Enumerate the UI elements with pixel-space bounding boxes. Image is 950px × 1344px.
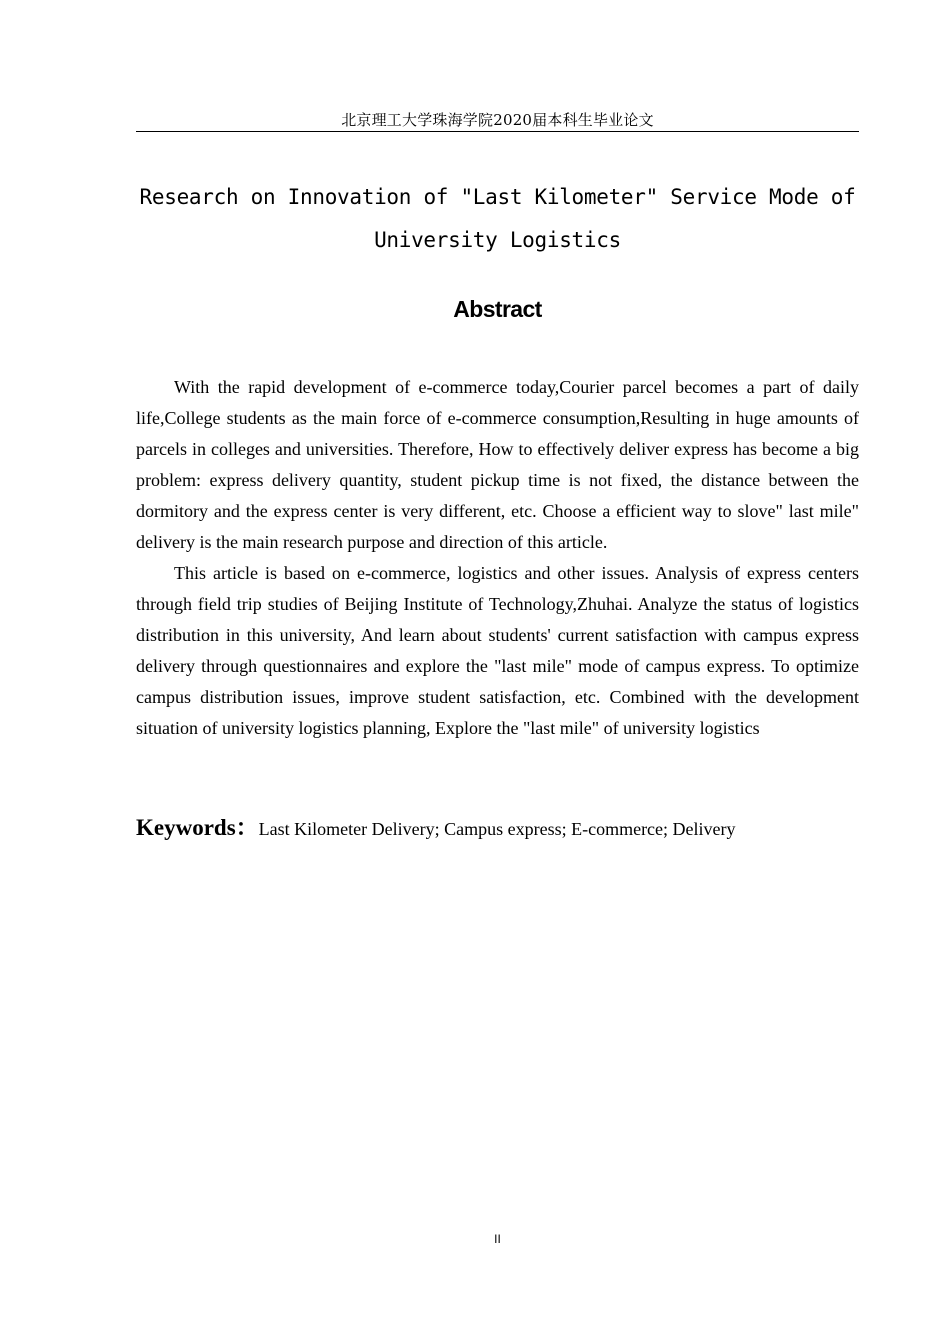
- abstract-heading: Abstract: [453, 296, 542, 322]
- keywords-line: [136, 813, 859, 844]
- keywords-label: Keywords：: [136, 815, 259, 840]
- header-divider: [136, 131, 859, 132]
- page-header: 北京理工大学珠海学院2020届本科生毕业论文: [341, 111, 654, 129]
- abstract-paragraph-1: With the rapid development of e-commerce today,Courier parcel becomes a part of daily life,College students as the main force of e-commerce consumption,Resulting in huge amounts of parcels in colleges and universities. Therefore, How to effectively deliver express has become a big problem: express delivery quantity, student pickup time is not fixed, the distance between the dormitory and the express center is very different, etc. Choose a efficient way to slove" last mile" delivery is the main research purpose and direction of this article.: [136, 377, 859, 552]
- thesis-title-line-2: University Logistics: [374, 228, 621, 252]
- page-number: II: [494, 1232, 501, 1246]
- thesis-title-line-1: Research on Innovation of "Last Kilometer" Service Mode of: [139, 185, 856, 209]
- thesis-title: [136, 176, 859, 262]
- abstract-body: [136, 372, 859, 744]
- abstract-paragraph-2: This article is based on e-commerce, logistics and other issues. Analysis of express centers through field trip studies of Beijing Institute of Technology,Zhuhai. Analyze the status of logistics distribution in this university, And learn about students' current satisfaction with campus express delivery through questionnaires and explore the "last mile" mode of campus express. To optimize campus distribution issues, improve student satisfaction, etc. Combined with the development situation of university logistics planning, Explore the "last mile" of university logistics: [136, 563, 859, 738]
- keywords-value: Last Kilometer Delivery; Campus express; E-commerce; Delivery: [258, 819, 736, 839]
